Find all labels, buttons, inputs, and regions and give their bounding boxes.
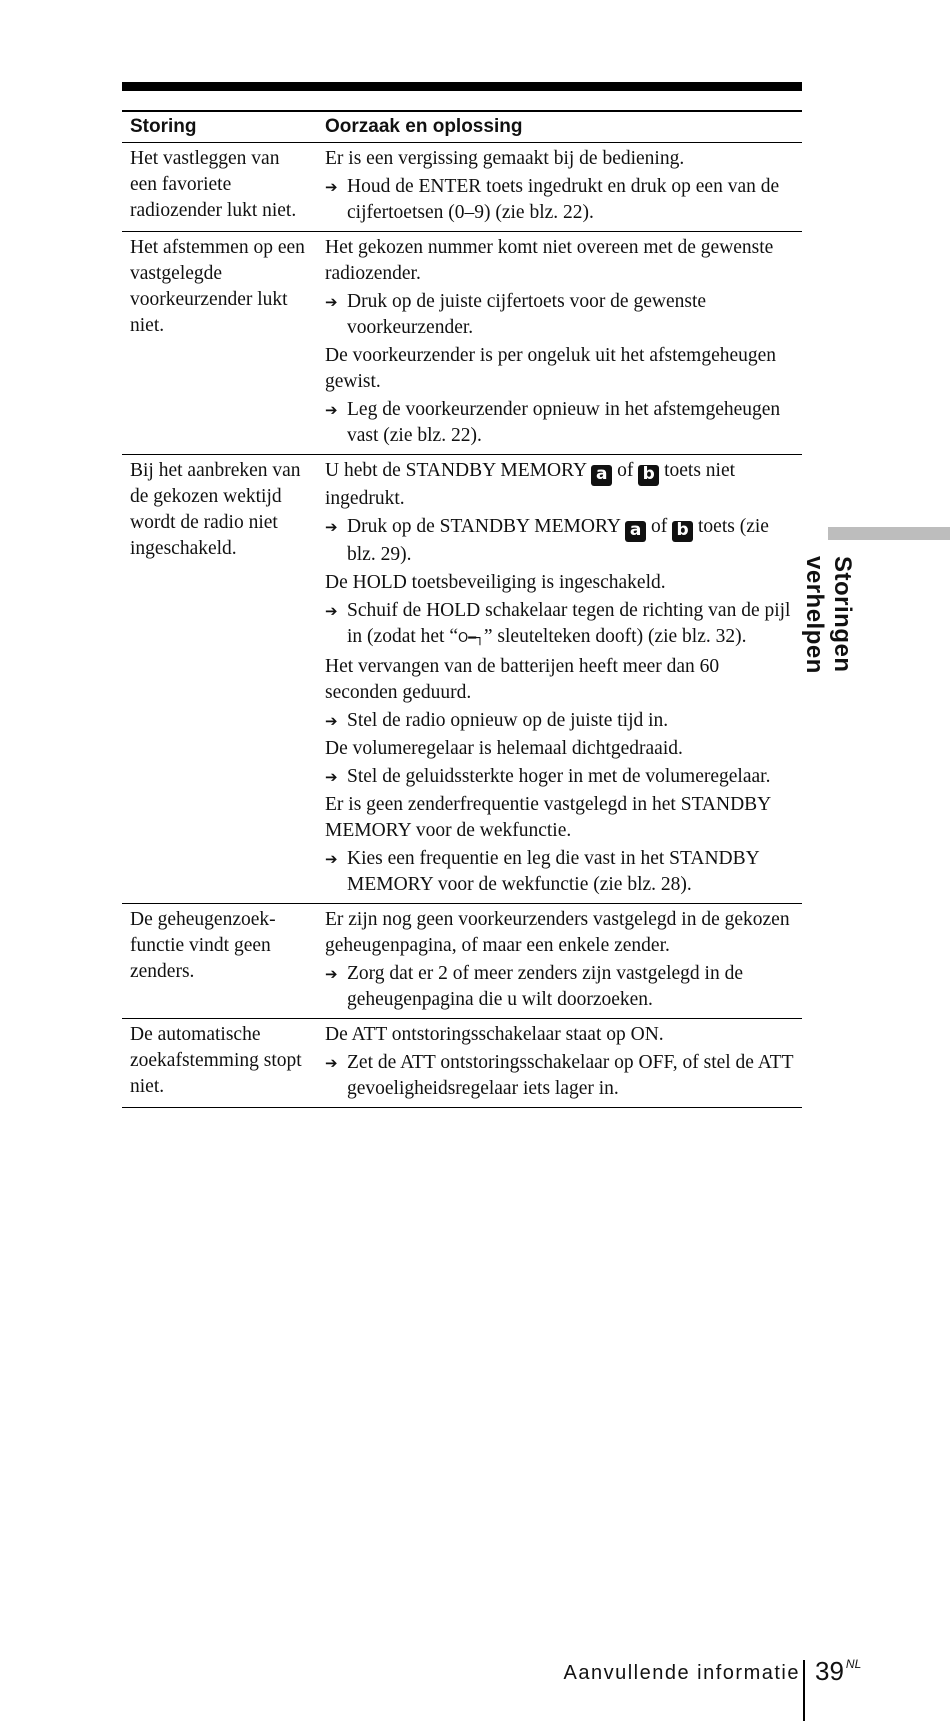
- table-row: [122, 1019, 802, 1108]
- cause-text: De volumeregelaar is helemaal dichtgedraaid.: [325, 738, 683, 759]
- table-row: [122, 232, 802, 455]
- remedy-item: [325, 397, 796, 449]
- remedy-text-part: Schuif de HOLD schakelaar tegen de richting van de pijl in (zodat het “: [347, 600, 791, 647]
- cause-cell: [317, 904, 802, 1019]
- cause-cell: [317, 1019, 802, 1108]
- arrow-icon: ➔: [325, 1054, 338, 1072]
- cause-text: Er is een vergissing gemaakt bij de bediening.: [325, 148, 685, 169]
- page-number: [815, 1656, 861, 1687]
- remedy-text-part: ” sleutelteken dooft) (zie blz. 32).: [483, 626, 747, 647]
- cause-text: Er zijn nog geen voorkeurzenders vastgelegd in de gekozen geheugenpagina, of maar een enkele zender.: [325, 909, 790, 956]
- table-row: [122, 455, 802, 904]
- remedy-item: [325, 289, 796, 341]
- cause-text-part: of: [617, 460, 634, 481]
- cause-cell: [317, 455, 802, 904]
- symptom-cell: Het vastleggen van een favoriete radiozender lukt niet.: [122, 143, 317, 232]
- arrow-icon: ➔: [325, 602, 338, 620]
- key-b-icon: b: [638, 465, 659, 486]
- cause-text: Er is geen zenderfrequentie vastgelegd in het STANDBY MEMORY voor de wekfunctie.: [325, 794, 771, 841]
- arrow-icon: ➔: [325, 712, 338, 730]
- arrow-icon: ➔: [325, 768, 338, 786]
- remedy-text: Kies een frequentie en leg die vast in het STANDBY MEMORY voor de wekfunctie (zie blz. 28).: [347, 848, 759, 895]
- top-rule: [122, 82, 802, 91]
- arrow-icon: ➔: [325, 293, 338, 311]
- remedy-item: [325, 764, 796, 790]
- page-lang: NL: [845, 1657, 862, 1671]
- remedy-text: Leg de voorkeurzender opnieuw in het afstemgeheugen vast (zie blz. 22).: [347, 399, 781, 446]
- arrow-icon: ➔: [325, 178, 338, 196]
- cause-text: De HOLD toetsbeveiliging is ingeschakeld.: [325, 572, 666, 593]
- remedy-item: [325, 1050, 796, 1102]
- remedy-text-part: toets (zie blz. 29).: [347, 516, 769, 565]
- remedy-text: Zorg dat er 2 of meer zenders zijn vastgelegd in de geheugenpagina die u wilt doorzoeken.: [347, 963, 743, 1010]
- remedy-item: [325, 961, 796, 1013]
- remedy-text-part: of: [651, 516, 668, 537]
- table-row: [122, 904, 802, 1019]
- table-header-row: [122, 111, 802, 143]
- arrow-icon: ➔: [325, 401, 338, 419]
- key-symbol-icon: O━┐: [458, 631, 484, 646]
- header-cause: Oorzaak en oplossing: [317, 111, 802, 143]
- side-tab-bar: [828, 527, 950, 540]
- arrow-icon: ➔: [325, 965, 338, 983]
- remedy-item: [325, 514, 796, 568]
- remedy-text: Stel de radio opnieuw op de juiste tijd in.: [347, 710, 669, 731]
- remedy-text: Stel de geluidssterkte hoger in met de volumeregelaar.: [347, 766, 771, 787]
- key-a-icon: a: [625, 521, 646, 542]
- cause-text-part: U hebt de STANDBY MEMORY: [325, 460, 587, 481]
- key-a-icon: a: [591, 465, 612, 486]
- symptom-cell: Het afstemmen op een vastgelegde voorkeurzender lukt niet.: [122, 232, 317, 455]
- cause-cell: [317, 232, 802, 455]
- header-symptom: Storing: [122, 111, 317, 143]
- remedy-text: Houd de ENTER toets ingedrukt en druk op een van de cijfertoetsen (0–9) (zie blz. 22).: [347, 176, 780, 223]
- page-number-value: 39: [815, 1656, 844, 1686]
- cause-text: [325, 458, 796, 512]
- troubleshooting-table: [122, 110, 802, 1108]
- side-tab-label: Storingen verhelpen: [801, 556, 856, 674]
- table-row: [122, 143, 802, 232]
- remedy-text: Zet de ATT ontstoringsschakelaar op OFF, of stel de ATT gevoeligheidsregelaar iets lager in.: [347, 1052, 794, 1099]
- arrow-icon: ➔: [325, 518, 338, 536]
- cause-text: Het gekozen nummer komt niet overeen met de gewenste radiozender.: [325, 237, 774, 284]
- symptom-cell: De automatische zoekafstemming stopt niet.: [122, 1019, 317, 1108]
- footer-divider: [803, 1660, 805, 1721]
- cause-text: De ATT ontstoringsschakelaar staat op ON.: [325, 1024, 664, 1045]
- symptom-cell: De geheugenzoek-functie vindt geen zenders.: [122, 904, 317, 1019]
- remedy-item: [325, 708, 796, 734]
- footer-section-title: Aanvullende informatie: [563, 1662, 800, 1684]
- remedy-text: Druk op de juiste cijfertoets voor de gewenste voorkeurzender.: [347, 291, 707, 338]
- cause-cell: [317, 143, 802, 232]
- arrow-icon: ➔: [325, 850, 338, 868]
- cause-text-part: toets niet ingedrukt.: [325, 460, 736, 509]
- remedy-item: [325, 846, 796, 898]
- symptom-cell: Bij het aanbreken van de gekozen wektijd wordt de radio niet ingeschakeld.: [122, 455, 317, 904]
- remedy-item: [325, 174, 796, 226]
- remedy-item: [325, 598, 796, 652]
- cause-text: De voorkeurzender is per ongeluk uit het afstemgeheugen gewist.: [325, 345, 777, 392]
- remedy-text-part: Druk op de STANDBY MEMORY: [347, 516, 621, 537]
- key-b-icon: b: [672, 521, 693, 542]
- cause-text: Het vervangen van de batterijen heeft meer dan 60 seconden geduurd.: [325, 656, 720, 703]
